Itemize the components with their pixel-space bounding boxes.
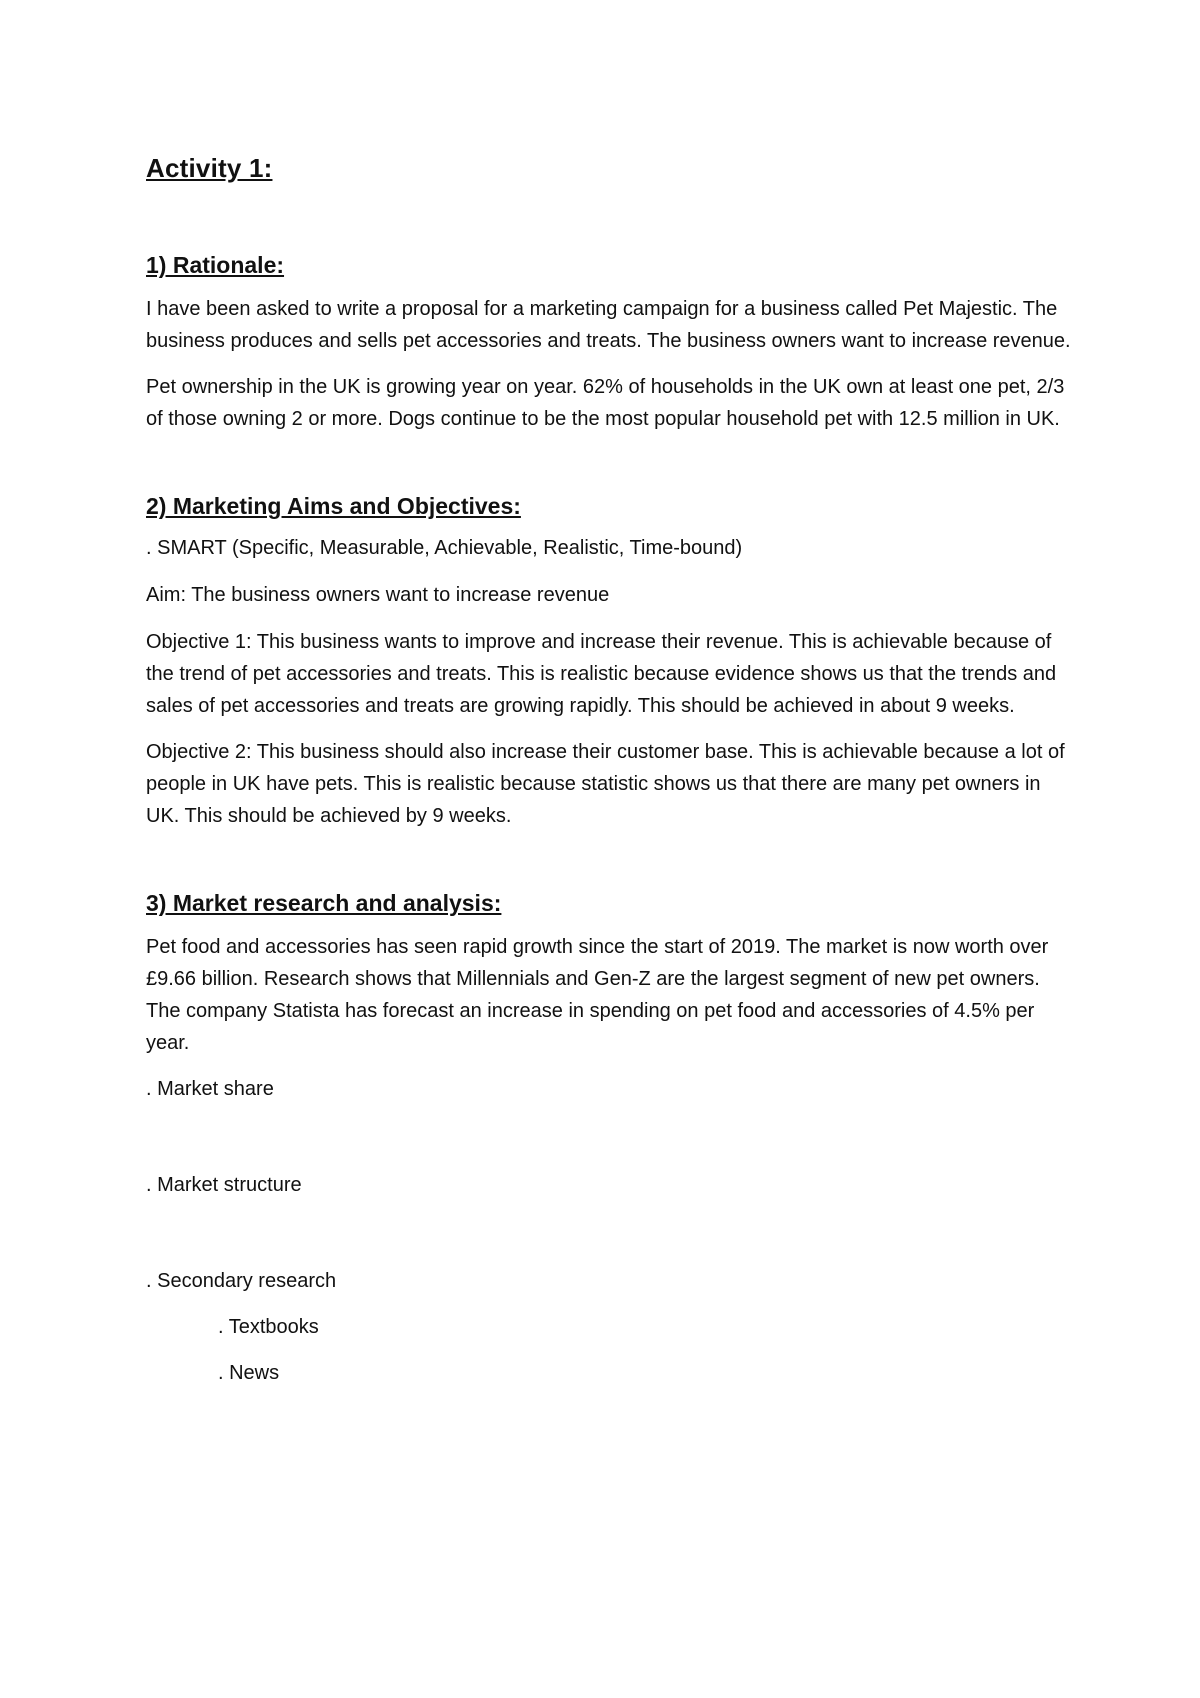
paragraph: I have been asked to write a proposal for a marketing campaign for a business called Pet Majestic. The business produces and sells pet accessories and treats. The business owners want to increase revenue. xyxy=(146,298,1071,352)
sub-list-item: . Textbooks xyxy=(218,1316,319,1338)
paragraph: Aim: The business owners want to increase revenue xyxy=(146,584,610,606)
section-heading-rationale: 1) Rationale: xyxy=(146,252,285,278)
paragraph: Pet food and accessories has seen rapid growth since the start of 2019. The market is now worth over £9.66 billion. Research shows that Millennials and Gen-Z are the largest segment of new pet owners. The company Statista has forecast an increase in spending on pet food and accessories of 4.5% per year. xyxy=(146,936,1049,1054)
paragraph: Pet ownership in the UK is growing year on year. 62% of households in the UK own at least one pet, 2/3 of those owning 2 or more. Dogs continue to be the most popular household pet with 12.5 million in UK. xyxy=(146,376,1065,430)
document-body xyxy=(146,150,1076,1389)
section-heading-market-research: 3) Market research and analysis: xyxy=(146,890,502,916)
paragraph: Objective 2: This business should also increase their customer base. This is achievable because a lot of people in UK have pets. This is realistic because statistic shows us that there are many pet owners in UK. This should be achieved by 9 weeks. xyxy=(146,741,1065,827)
page-title: Activity 1: xyxy=(146,153,273,183)
section-heading-aims-objectives: 2) Marketing Aims and Objectives: xyxy=(146,493,521,519)
paragraph: Objective 1: This business wants to improve and increase their revenue. This is achievable because of the trend of pet accessories and treats. This is realistic because evidence shows us that the trends and sales of pet accessories and treats are growing rapidly. This should be achieved in about 9 weeks. xyxy=(146,631,1057,717)
list-item: . Secondary research xyxy=(146,1270,337,1292)
paragraph: . SMART (Specific, Measurable, Achievable, Realistic, Time-bound) xyxy=(146,537,743,559)
sub-list-item: . News xyxy=(218,1362,280,1384)
list-item: . Market share xyxy=(146,1078,274,1100)
list-item: . Market structure xyxy=(146,1174,302,1196)
